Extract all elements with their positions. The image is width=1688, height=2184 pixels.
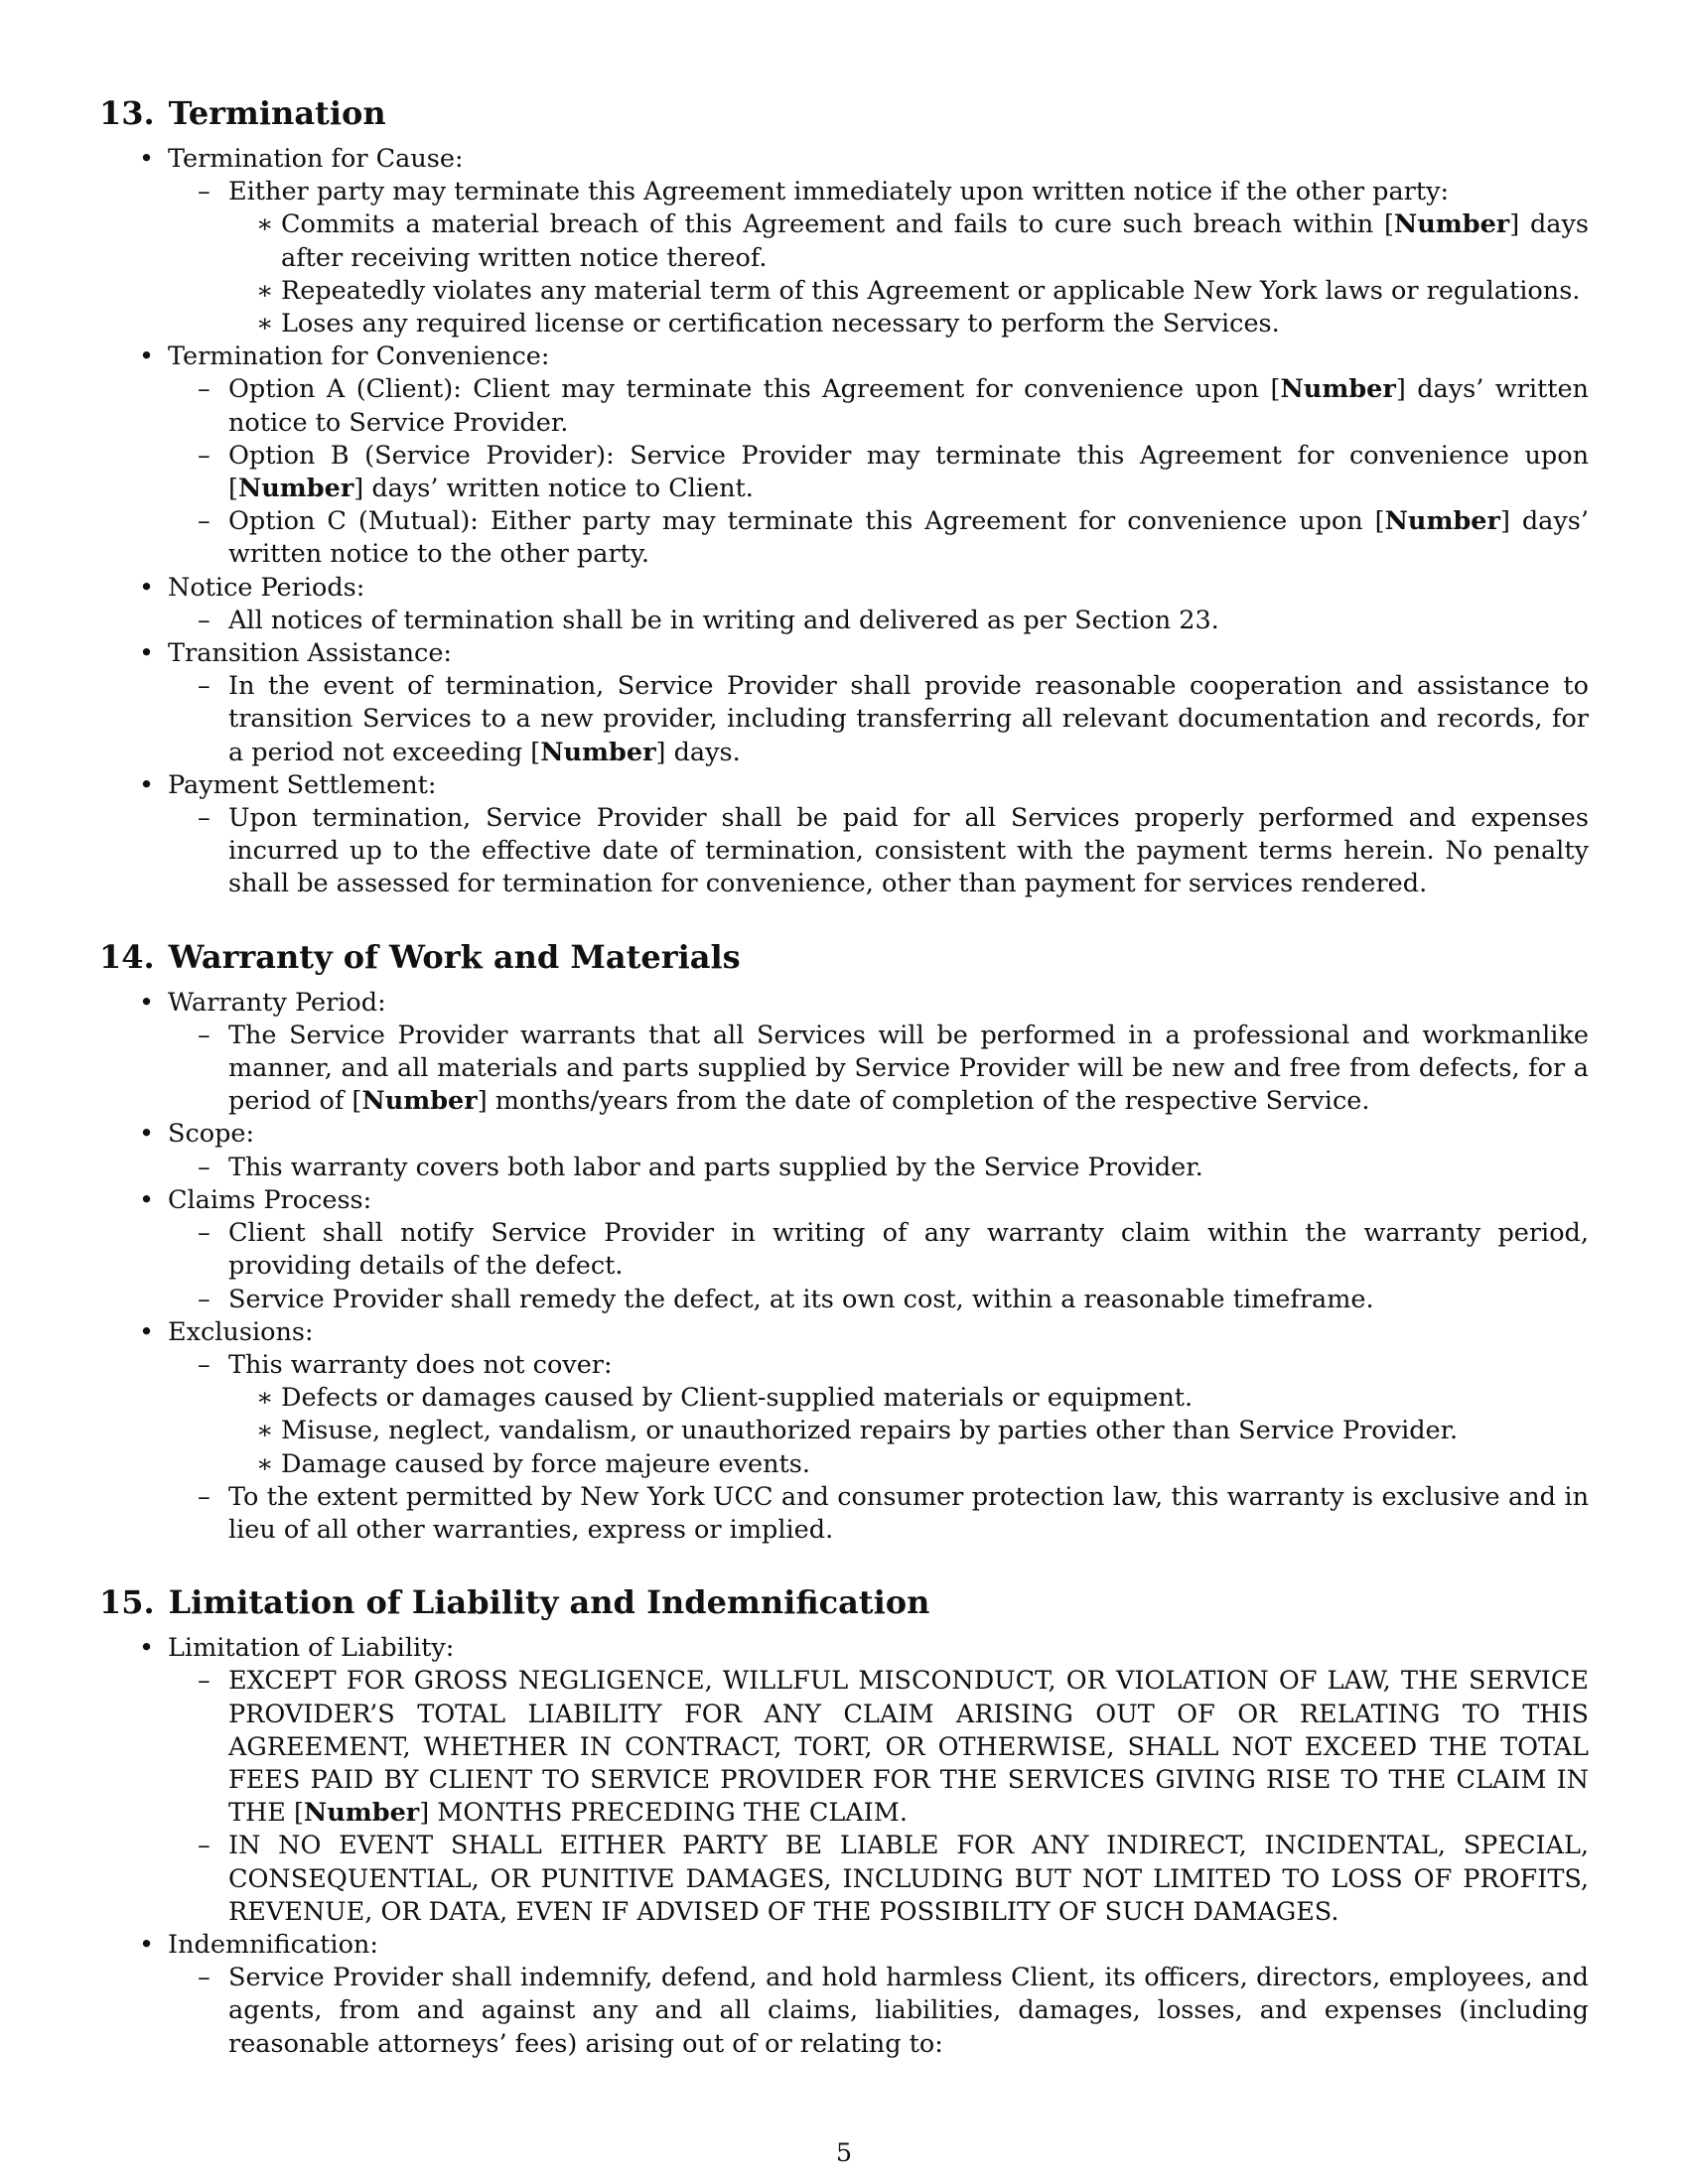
item-text	[228, 373, 1589, 439]
text-part: In the event of termination, Service Provider shall provide reasonable cooperation and assistance to transition Services to a new provider, including transferring all relevant documentation and records, for a period not exceeding [	[228, 671, 1589, 767]
dash-icon: –	[198, 177, 211, 207]
sub-list	[168, 1665, 1589, 1929]
text-part: ] days.	[655, 737, 741, 767]
dash-icon: –	[198, 1284, 211, 1314]
list-item	[228, 1415, 1589, 1447]
dash-icon: –	[198, 803, 211, 834]
dash-icon: –	[198, 605, 211, 635]
list-item	[99, 1632, 1589, 1929]
list-item	[99, 987, 1589, 1119]
item-label: Payment Settlement:	[168, 769, 437, 800]
bullet-icon: •	[139, 638, 155, 669]
section-15-heading	[99, 1582, 1589, 1622]
document-body	[99, 93, 1589, 2061]
number-placeholder: Number	[540, 737, 656, 767]
item-label: Exclusions:	[168, 1316, 314, 1347]
item-text: This warranty does not cover:	[228, 1349, 613, 1380]
item-text: Service Provider shall indemnify, defend, and hold harmless Client, its officers, directors, employees, and agents, from and against any and all claims, liabilities, damages, losses, and expenses (including reasonable attorneys’ fees) arising out of or relating to:	[228, 1963, 1589, 2059]
section-number: 14.	[99, 937, 155, 976]
item-text: Loses any required license or certification necessary to perform the Services.	[281, 309, 1280, 340]
list-item	[168, 605, 1589, 637]
item-text: All notices of termination shall be in writing and delivered as per Section 23.	[228, 605, 1219, 635]
text-part: EXCEPT FOR GROSS NEGLIGENCE, WILLFUL MISCONDUCT, OR VIOLATION OF LAW, THE SERVICE PROVIDER’S TOTAL LIABILITY FOR ANY CLAIM ARISING OUT OF OR RELATING TO THIS AGREEMENT, WHETHER IN CONTRACT, TORT, OR OTHERWISE, SHALL NOT EXCEED THE TOTAL FEES PAID BY CLIENT TO SERVICE PROVIDER FOR THE SERVICES GIVING RISE TO THE CLAIM IN THE [	[228, 1666, 1589, 1829]
list-item	[228, 275, 1589, 308]
sub-list	[168, 605, 1589, 637]
number-placeholder: Number	[303, 1798, 420, 1829]
sub-list	[168, 1217, 1589, 1316]
bullet-icon: •	[139, 1316, 155, 1347]
sub-list	[168, 670, 1589, 769]
number-placeholder: Number	[237, 474, 354, 504]
section-number: 15.	[99, 1583, 155, 1622]
item-text: Either party may terminate this Agreement immediately upon written notice if the other party:	[228, 177, 1450, 207]
item-label: Transition Assistance:	[168, 638, 453, 669]
list-item	[99, 1118, 1589, 1183]
text-part: ] days’ written notice to Service Provider.	[228, 374, 1589, 438]
dash-icon: –	[198, 1218, 211, 1249]
text-part: Option C (Mutual): Either party may terminate this Agreement for convenience upon [	[228, 506, 1385, 537]
list-item	[168, 1665, 1589, 1830]
list-item	[168, 1962, 1589, 2061]
sub-list	[168, 1152, 1589, 1184]
text-part: Option B (Service Provider): Service Provider may terminate this Agreement for convenience upon [	[228, 440, 1589, 504]
text-part: ] days’ written notice to the other party.	[228, 506, 1589, 570]
item-text	[228, 440, 1589, 505]
dash-icon: –	[198, 1152, 211, 1182]
item-text: Service Provider shall remedy the defect, at its own cost, within a reasonable timeframe.	[228, 1284, 1374, 1314]
section-13-heading	[99, 93, 1589, 133]
bullet-icon: •	[139, 1184, 155, 1215]
item-text	[228, 670, 1589, 769]
dash-icon: –	[198, 1666, 211, 1697]
section-13-list	[99, 143, 1589, 901]
asterisk-icon: ∗	[256, 309, 274, 340]
sub-list	[168, 1962, 1589, 2061]
item-text: Client shall notify Service Provider in writing of any warranty claim within the warranty period, providing details of the defect.	[228, 1218, 1589, 1282]
section-number: 13.	[99, 94, 155, 132]
sub-list	[168, 802, 1589, 901]
item-text: Upon termination, Service Provider shall be paid for all Services properly performed and expenses incurred up to the effective date of termination, consistent with the payment terms herein. No penalty shall be assessed for termination for convenience, other than payment for services rendered.	[228, 803, 1589, 899]
list-item	[99, 1316, 1589, 1547]
list-item	[168, 373, 1589, 439]
list-item	[168, 1481, 1589, 1547]
dash-icon: –	[198, 506, 211, 537]
list-item	[99, 143, 1589, 341]
item-label: Claims Process:	[168, 1184, 372, 1215]
dash-icon: –	[198, 440, 211, 471]
asterisk-icon: ∗	[256, 1383, 274, 1414]
item-text: Misuse, neglect, vandalism, or unauthorized repairs by parties other than Service Provider.	[281, 1416, 1459, 1446]
sub-list	[168, 1020, 1589, 1119]
bullet-icon: •	[139, 1633, 155, 1664]
section-title: Limitation of Liability and Indemnification	[168, 1583, 930, 1622]
list-item	[168, 1217, 1589, 1283]
item-text: To the extent permitted by New York UCC and consumer protection law, this warranty is exclusive and in lieu of all other warranties, express or implied.	[228, 1481, 1589, 1545]
dash-icon: –	[198, 374, 211, 405]
item-label: Indemnification:	[168, 1929, 378, 1960]
section-title: Warranty of Work and Materials	[168, 937, 741, 976]
asterisk-icon: ∗	[256, 1416, 274, 1446]
list-item	[168, 1020, 1589, 1119]
sub-list	[168, 176, 1589, 341]
text-part: ] days after receiving written notice thereof.	[281, 209, 1589, 273]
list-item	[168, 1284, 1589, 1316]
dash-icon: –	[198, 1963, 211, 1993]
bullet-icon: •	[139, 572, 155, 603]
item-text: IN NO EVENT SHALL EITHER PARTY BE LIABLE FOR ANY INDIRECT, INCIDENTAL, SPECIAL, CONSEQUENTIAL, OR PUNITIVE DAMAGES, INCLUDING BUT NOT LIMITED TO LOSS OF PROFITS, REVENUE, OR DATA, EVEN IF ADVISED OF THE POSSIBILITY OF SUCH DAMAGES.	[228, 1831, 1589, 1927]
list-item	[228, 1448, 1589, 1481]
item-text	[228, 1665, 1589, 1830]
item-text	[228, 505, 1589, 571]
section-15-list	[99, 1632, 1589, 2061]
bullet-icon: •	[139, 769, 155, 800]
bullet-icon: •	[139, 987, 155, 1018]
list-item	[168, 1152, 1589, 1184]
text-part: Commits a material breach of this Agreement and fails to cure such breach within [	[281, 209, 1394, 240]
bullet-icon: •	[139, 144, 155, 174]
item-label: Limitation of Liability:	[168, 1633, 455, 1664]
number-placeholder: Number	[1280, 374, 1396, 405]
dash-icon: –	[198, 671, 211, 702]
bullet-icon: •	[139, 1119, 155, 1150]
sub-sub-list	[228, 1382, 1589, 1481]
list-item	[168, 505, 1589, 571]
item-label: Warranty Period:	[168, 987, 386, 1018]
number-placeholder: Number	[1393, 209, 1510, 240]
text-part: ] days’ written notice to Client.	[353, 474, 754, 504]
list-item	[228, 208, 1589, 274]
dash-icon: –	[198, 1481, 211, 1512]
asterisk-icon: ∗	[256, 275, 274, 306]
dash-icon: –	[198, 1020, 211, 1050]
list-item	[228, 308, 1589, 341]
item-text: Damage caused by force majeure events.	[281, 1448, 810, 1479]
list-item	[99, 1184, 1589, 1316]
list-item	[228, 1382, 1589, 1415]
list-item	[99, 1929, 1589, 2061]
section-14-list	[99, 987, 1589, 1547]
list-item	[168, 1349, 1589, 1481]
list-item	[168, 176, 1589, 341]
bullet-icon: •	[139, 341, 155, 372]
asterisk-icon: ∗	[256, 1448, 274, 1479]
list-item	[168, 440, 1589, 505]
item-text	[281, 208, 1589, 274]
item-text: This warranty covers both labor and parts supplied by the Service Provider.	[228, 1152, 1203, 1182]
dash-icon: –	[198, 1349, 211, 1380]
item-text: Repeatedly violates any material term of this Agreement or applicable New York laws or regulations.	[281, 275, 1581, 306]
item-label: Termination for Cause:	[168, 144, 464, 174]
item-label: Scope:	[168, 1119, 255, 1150]
sub-sub-list	[228, 208, 1589, 341]
list-item	[168, 1830, 1589, 1929]
item-label: Termination for Convenience:	[168, 341, 550, 372]
text-part: Option A (Client): Client may terminate this Agreement for convenience upon [	[228, 374, 1281, 405]
number-placeholder: Number	[361, 1086, 478, 1117]
text-part: The Service Provider warrants that all Services will be performed in a professional and workmanlike manner, and all materials and parts supplied by Service Provider will be new and free from defects, for a period of [	[228, 1020, 1589, 1117]
dash-icon: –	[198, 1831, 211, 1861]
section-title: Termination	[168, 94, 386, 132]
list-item	[99, 769, 1589, 901]
list-item	[99, 572, 1589, 637]
number-placeholder: Number	[1384, 506, 1500, 537]
sub-list	[168, 1349, 1589, 1547]
list-item	[99, 637, 1589, 769]
bullet-icon: •	[139, 1929, 155, 1960]
text-part: ] months/years from the date of completion of the respective Service.	[477, 1086, 1370, 1117]
asterisk-icon: ∗	[256, 209, 274, 240]
sub-list	[168, 373, 1589, 571]
list-item	[168, 802, 1589, 901]
item-text	[228, 1020, 1589, 1119]
item-label: Notice Periods:	[168, 572, 365, 603]
section-14-heading	[99, 937, 1589, 977]
item-text: Defects or damages caused by Client-supplied materials or equipment.	[281, 1383, 1194, 1414]
page-number: 5	[835, 2138, 853, 2168]
text-part: ] MONTHS PRECEDING THE CLAIM.	[419, 1798, 908, 1829]
list-item	[99, 341, 1589, 571]
list-item	[168, 670, 1589, 769]
